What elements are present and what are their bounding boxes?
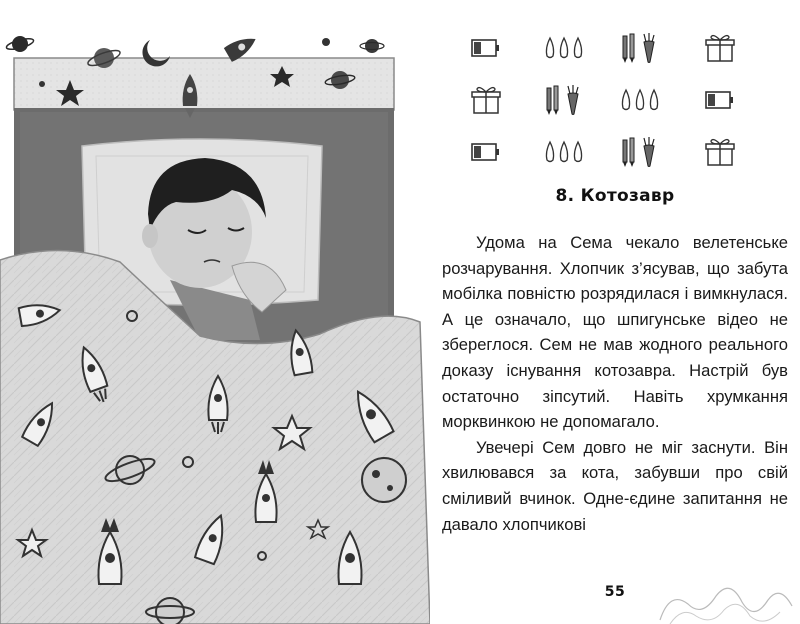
drops-icon [546,142,581,162]
pencils-carrot-icon [547,85,578,115]
swirl-doodle-icon [420,560,800,624]
page-number: 55 [604,584,626,600]
battery-icon [472,40,499,56]
pencils-carrot-icon [623,137,654,167]
battery-icon [472,144,499,160]
paragraph: Увечері Сем довго не міг заснути. Він хвилювався за кота, забувши про свій сміливий вчинок. Одне-єдине запитання не давало хлопчикові [442,437,788,534]
symbol-puzzle-grid [430,0,800,180]
battery-icon [706,92,733,108]
chapter-body [442,230,788,537]
comet-icon [39,81,45,87]
drops-icon [622,90,657,110]
text-page [430,0,800,624]
gift-icon [706,140,734,165]
paragraph: Удома на Сема чекало велетенське розчарування. Хлопчик з’ясував, що забута мобілка повністю розрядилася і вимкнулася. А це означало, що шпигунське відео не збереглося. Сем не мав жодного реального доказу існування котозавра. Настрій був остаточно зіпсутий. Навіть хрумкання морквинкою не допомагало. [442,233,788,432]
gift-icon [706,36,734,61]
planet-icon [362,458,406,502]
chapter-title: 8. Котозавр [555,186,675,206]
comet-icon [322,38,330,46]
gift-icon [472,88,500,113]
pencils-carrot-icon [623,33,654,63]
drops-icon [546,38,581,58]
